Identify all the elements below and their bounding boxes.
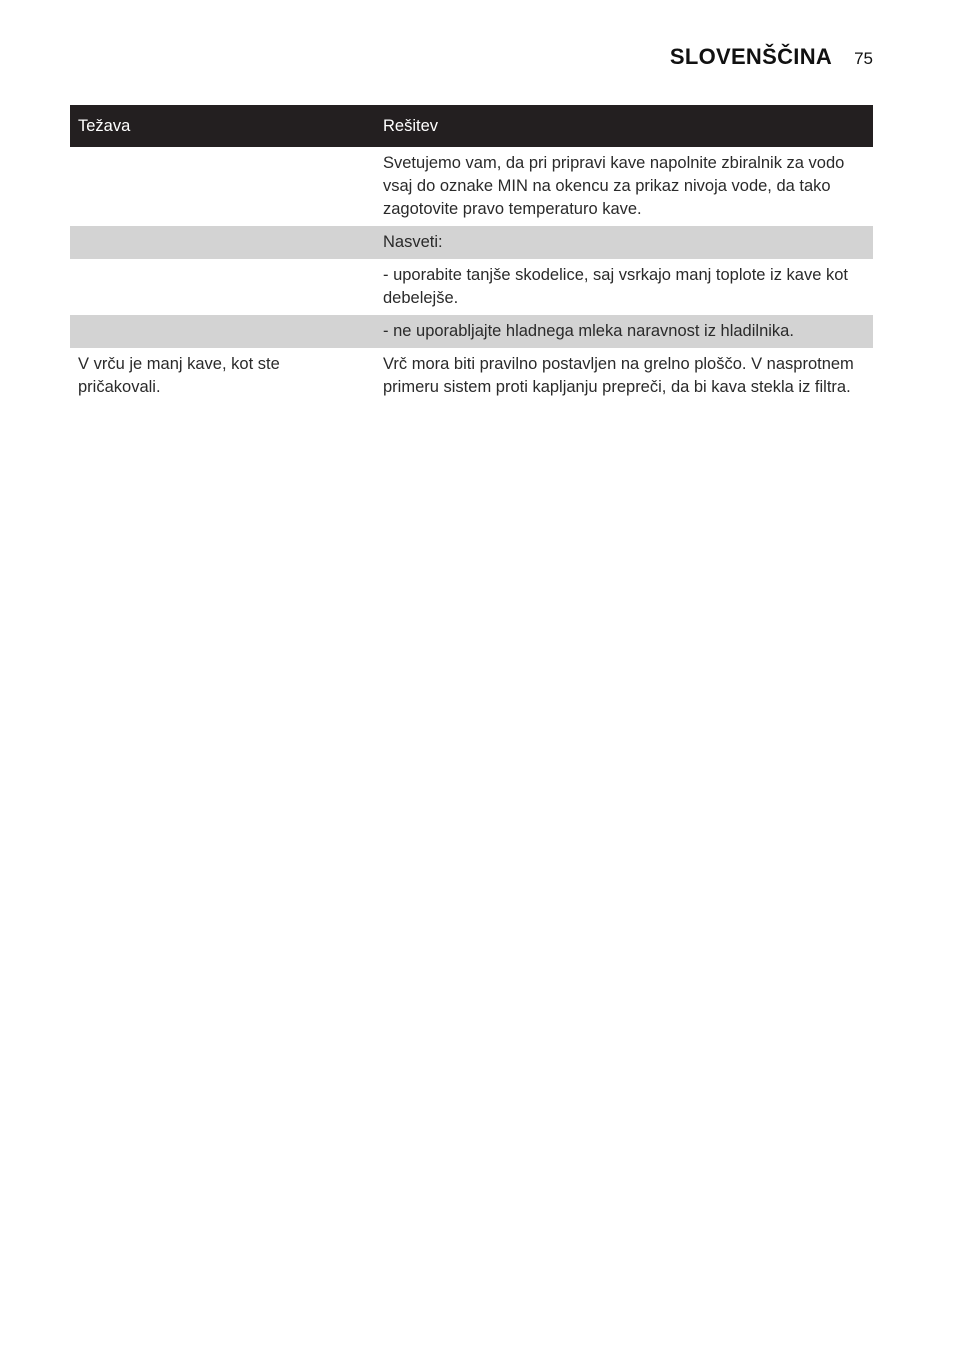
problem-cell (70, 315, 375, 348)
problem-cell (70, 147, 375, 226)
table-row (70, 147, 873, 226)
solution-cell: Svetujemo vam, da pri pripravi kave napolnite zbiralnik za vodo vsaj do oznake MIN na okencu za prikaz nivoja vode, da tako zagotovite pravo temperaturo kave. (383, 154, 845, 218)
problem-cell (70, 226, 375, 259)
page-header (670, 44, 873, 70)
table-header-row (70, 105, 873, 147)
page-number: 75 (854, 49, 873, 68)
solution-cell: Vrč mora biti pravilno postavljen na grelno ploščo. V nasprotnem primeru sistem proti kapljanju prepreči, da bi kava stekla iz filtra. (383, 355, 854, 396)
section-title: SLOVENŠČINA (669, 44, 833, 69)
table-row (70, 259, 873, 315)
solution-cell: - uporabite tanjše skodelice, saj vsrkajo manj toplote iz kave kot debelejše. (383, 266, 848, 307)
solution-cell: - ne uporabljajte hladnega mleka naravnost iz hladilnika. (375, 315, 873, 348)
problem-cell (70, 259, 375, 315)
table-row (70, 226, 873, 259)
troubleshooting-table (70, 105, 873, 404)
table-row (70, 348, 873, 404)
problem-cell: V vrču je manj kave, kot ste pričakovali. (78, 355, 280, 396)
column-header-solution: Rešitev (375, 105, 873, 147)
table-row (70, 315, 873, 348)
solution-cell: Nasveti: (375, 226, 873, 259)
column-header-problem: Težava (70, 105, 375, 147)
